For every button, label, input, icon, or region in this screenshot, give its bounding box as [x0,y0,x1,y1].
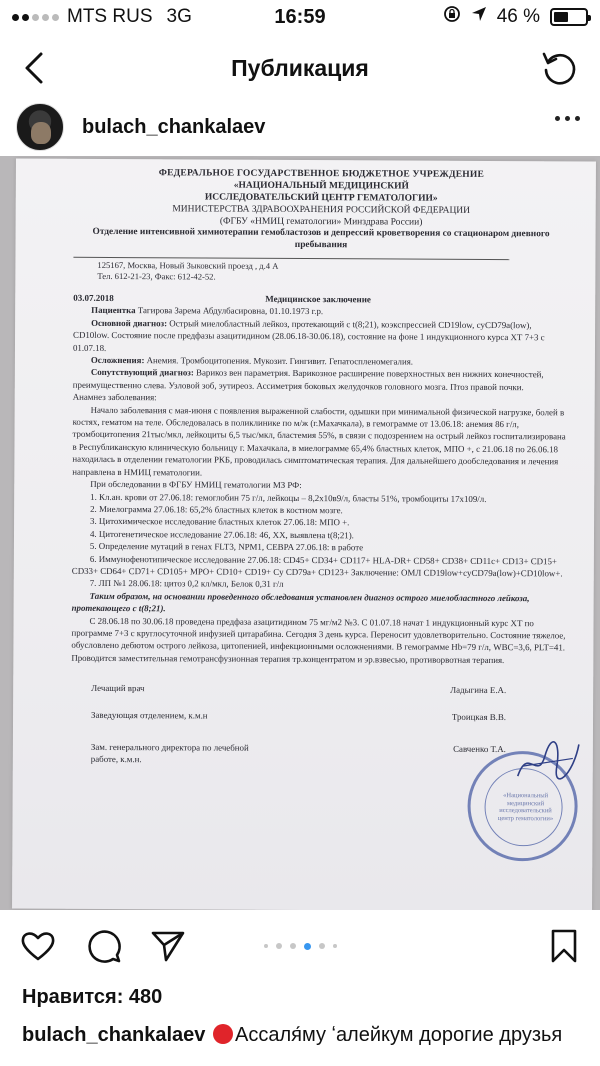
avatar[interactable] [16,103,64,151]
carousel-dot [290,943,296,949]
department: Отделение интенсивной химиотерапии гемобластозов и депрессий кроветворения со стационаром дневного пребывания [92,226,550,250]
patient-value: Тагирова Зарема Абдулбасировна, 01.10.1973 г.р. [137,305,324,317]
carousel-dot [264,944,268,948]
document-paper [12,158,596,910]
concomitant-label: Сопутствующий диагноз: [90,367,194,378]
exam-item: 1. Кл.ан. крови от 27.06.18: гемоглобин 75 г/л, лейкоцы – 8,2х10в9/л, бласты 51%, тромбоциты 17х109/л. [90,491,487,504]
exam-item: 3. Цитохимическое исследование бластных клеток 27.06.18: МПО +. [90,516,350,528]
likes-count[interactable]: Нравится: 480 [22,986,163,1008]
carousel-dot [304,943,311,950]
battery-icon [550,8,588,26]
concomitant-value: Варикоз вен параметрия. Варикозное расширение поверхностных вен нижних конечностей, преимущественно слева. Узловой зоб, эутиреоз. Ассиметрия боковых желудочков головного мозга. Птоз правой почки. [72,367,544,392]
letterhead-line: «НАЦИОНАЛЬНЫЙ МЕДИЦИНСКИЙ [233,180,409,192]
patient-label: Пациентка [91,305,136,316]
document-title: Медицинское заключение [265,293,371,305]
refresh-button[interactable] [538,46,582,90]
signature-role: Заведующая отделением, к.м.н [91,709,208,721]
signature-name: Ладыгина Е.А. [450,684,507,696]
signature-block [71,682,566,768]
exam-item: 7. ЛП №1 28.06.18: цитоз 0,2 кл/мкл, Белок 0,31 г/л [89,578,284,590]
treatment: С 28.06.18 по 30.06.18 проведена предфаза азацитидином 75 мг/м2 №3. С 01.07.18 начат 1 индукционный курс ХТ по программе 7+3 с круглосуточной инфузией цитарабина. Сегодня 3 день курса. Переносит удовлетворительно. Состояние тяжелое, обусловлено дебютом острого лейкоза, цитопенией, инфекционными осложнениями. В гемограмме Hb=79 г/л, WBC=3,6, PLT=41. Проводится заместительная гемотрансфузионная терапия тр.концентратом и эр.взвесью, противорвотная терапия. [71,615,566,665]
carousel-dot [319,943,325,949]
caption-username[interactable]: bulach_chankalaev [22,1024,206,1046]
address: 125167, Москва, Новый Зыковский проезд , д.4 А [97,259,279,271]
network-type: 3G [166,6,192,27]
address-block [73,257,509,284]
diagnosis-line [73,317,568,357]
exam-item: 5. Определение мутаций в генах FLT3, NPM1, CEBPA 27.06.18: в работе [89,541,364,553]
signature-name: Савченко Т.А. [453,743,506,755]
complications-value: Анемия. Тромбоцитопения. Мукозит. Гингивит. Гепатоспленомегалия. [146,355,414,367]
screen-lock-icon [443,5,461,29]
status-time: 16:59 [274,5,326,28]
concomitant-line [73,366,568,393]
carrier-name: MTS RUS [67,6,153,27]
status-left [12,6,252,28]
handwritten-signature [513,736,583,786]
letterhead-line: ФЕДЕРАЛЬНОЕ ГОСУДАРСТВЕННОЕ БЮДЖЕТНОЕ УЧРЕЖДЕНИЕ [158,168,485,180]
status-bar [0,0,600,34]
refresh-icon [540,48,580,88]
anamnesis-text: Начало заболевания с мая-июня с появления выраженной слабости, одышки при минимальной физической нагрузке, болей в костях, гематом на теле. Обследовалась в поликлинике по м/ж (г.Махачкала), в гемограмме от 13.06.18: анемия 86 г/л, тромбоцитопения 21тыс/мкл, лейкоциты 6,5 тыс/мкл, бластемия 55%, в связи с подозрением на острый лейкоз госпитализирована в Республиканскую клиническую больницу г. Махачкала, в миелограмме 65,4% бластных клеток, МПО +, с 21.06.18 по 26.06.18 находилась в отделении гематологии РКБ, проводилась симптоматическая терапия. Для дальнейшего дообследования и лечения направлена в НМИЦ гематологии. [72,404,566,478]
carousel-dot [276,943,282,949]
letterhead-line: ИССЛЕДОВАТЕЛЬСКИЙ ЦЕНТР ГЕМАТОЛОГИИ» [204,192,438,204]
carousel-indicator [0,943,600,950]
signature-name: Троицкая В.В. [451,711,507,722]
back-button[interactable] [14,46,54,90]
battery-fill [554,12,568,22]
nav-bar [0,34,600,102]
letterhead-line: МИНИСТЕРСТВА ЗДРАВООХРАНЕНИЯ РОССИЙСКОЙ ФЕДЕРАЦИИ [172,204,471,216]
chevron-left-icon [23,51,45,85]
signature-role: Зам. генерального директора по лечебной работе, к.м.н. [90,741,249,765]
battery-percent: 46 % [496,6,540,27]
diagnosis-value: Острый миелобластный лейкоз, протекающий с t(8;21), коэкспрессией CD19low, cyCD79a(low), CD10low. Состояние после предфазы азацитидином (28.06.18-30.06.18), состояние на фоне 1 индукционного курса ХТ 7+3 с 01.07.18. [72,318,545,353]
red-circle-icon [213,1024,233,1044]
post-header [0,98,600,156]
stamp-text: «Национальный медицинский исследовательский центр гематологии» [497,792,554,822]
signature-row [71,682,566,697]
page-title: Публикация [231,54,369,81]
post-photo[interactable] [0,156,600,910]
phone: Тел. 612-21-23, Факс: 612-42-52. [97,270,216,282]
document-date: 03.07.2018 [73,292,114,304]
signature-role: Лечащий врач [91,683,145,694]
conclusion: Таким образом, на основании проведенного обследования установлен диагноз острого миелобластного лейкоза, протекающего с t(8;21). [71,590,530,614]
signal-strength-icon [12,14,59,21]
caption-text: Ассаля́му ʻалейкум дорогие друзья [235,1024,563,1046]
letterhead-line: (ФГБУ «НМИЦ гематологии» Минздрава России) [219,216,423,228]
post-caption [22,1022,582,1066]
post-username[interactable]: bulach_chankalaev [82,115,266,138]
signature-row [71,708,566,723]
exam-item: 2. Миелограмма 27.06.18: 65,2% бластных клеток в костном мозге. [90,503,343,516]
location-arrow-icon [471,6,487,28]
medical-document [71,167,569,768]
exam-intro: При обследовании в ФГБУ НМИЦ гематологии МЗ РФ: [90,478,302,491]
diagnosis-label: Основной диагноз: [91,317,168,329]
anamnesis-label: Анамнез заболевания: [72,392,157,403]
carousel-dot [333,944,337,948]
more-horizontal-icon[interactable] [555,116,580,121]
letterhead [74,167,569,230]
exam-item: 4. Цитогенетическое исследование 27.06.18: 46, ХХ, выявлена t(8;21). [89,528,354,540]
status-right [443,5,588,29]
exam-item: 6. Иммунофенотипическое исследование 27.06.18: CD45+ CD34+ CD117+ HLA-DR+ CD58+ CD38+ CD11c+ CD13+ CD15+ CD33+ CD64+ CD71+ CD105+ MPO+ CD10+ CD19+ Cy CD79a+ CD123+ Заключение: ОМЛ CD19low+cyCD79a(low)+CD10low+. [71,553,563,579]
complications-label: Осложнения: [90,354,145,366]
